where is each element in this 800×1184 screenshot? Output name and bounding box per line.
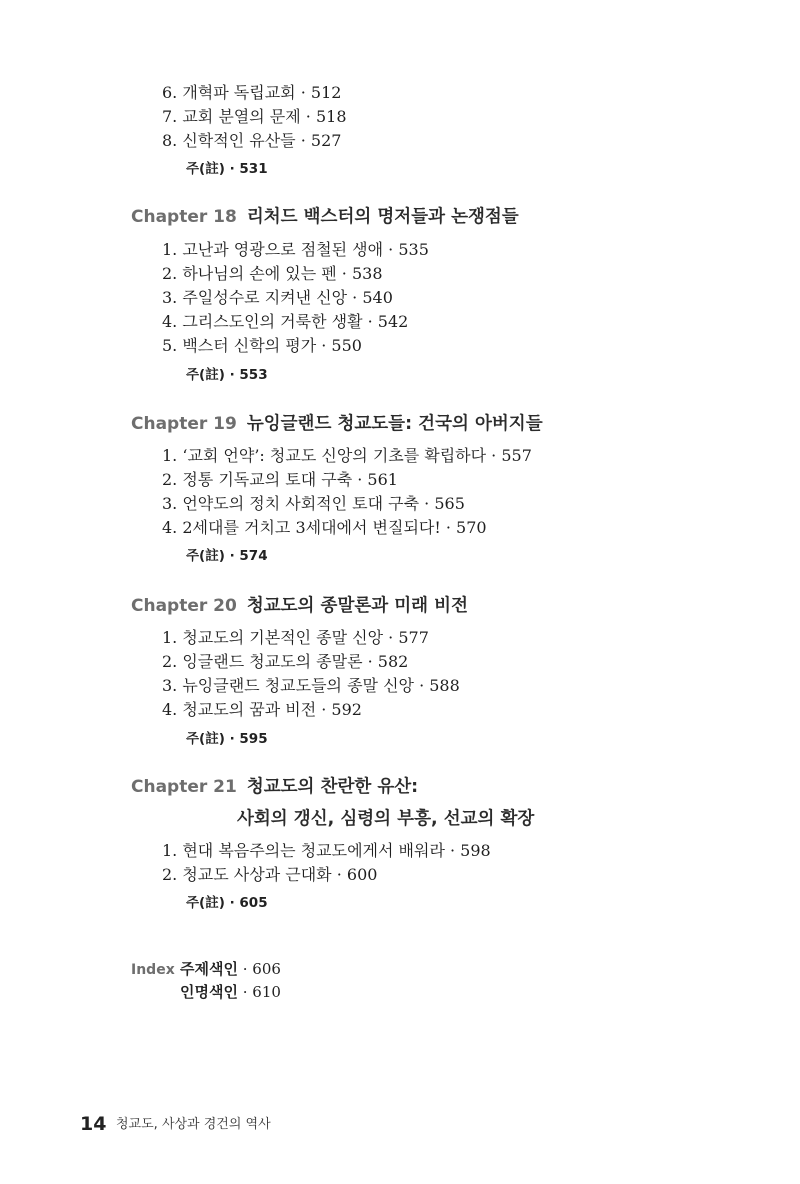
toc-item: 4. 청교도의 꿈과 비전 · 592: [162, 700, 362, 719]
index-entry-page: · 606: [242, 960, 281, 978]
toc-item: 8. 신학적인 유산들 · 527: [162, 131, 342, 150]
index-entry: [180, 958, 281, 980]
running-title: 청교도, 사상과 경건의 역사: [116, 1117, 271, 1132]
index-entry-name: 인명색인: [180, 983, 238, 1001]
chapter-title: 청교도의 종말론과 미래 비전: [246, 596, 468, 616]
index-entry: [180, 981, 281, 1003]
toc-item: 1. 고난과 영광으로 점철된 생애 · 535: [162, 240, 429, 259]
chapter-label: Chapter 20: [131, 596, 237, 616]
chapter-title: 리처드 백스터의 명저들과 논쟁점들: [246, 207, 519, 227]
toc-item: 3. 주일성수로 지켜낸 신앙 · 540: [162, 288, 393, 307]
index-entry-name: 주제색인: [180, 960, 238, 978]
chapter-title: 청교도의 찬란한 유산:: [246, 777, 419, 797]
notes-entry: 주(註) · 595: [186, 731, 268, 747]
index-entry-page: · 610: [242, 983, 281, 1001]
chapter-title: 뉴잉글랜드 청교도들: 건국의 아버지들: [246, 414, 543, 434]
notes-entry: 주(註) · 553: [186, 367, 268, 383]
chapter-heading: [131, 774, 418, 800]
notes-entry: 주(註) · 605: [186, 895, 268, 911]
chapter-subtitle: 사회의 갱신, 심령의 부흥, 선교의 확장: [237, 809, 535, 829]
toc-item: 1. 현대 복음주의는 청교도에게서 배워라 · 598: [162, 841, 491, 860]
toc-item: 2. 청교도 사상과 근대화 · 600: [162, 865, 378, 884]
toc-item: 6. 개혁파 독립교회 · 512: [162, 83, 342, 102]
toc-item: 1. 청교도의 기본적인 종말 신앙 · 577: [162, 628, 429, 647]
toc-item: 2. 하나님의 손에 있는 펜 · 538: [162, 264, 383, 283]
index-label: Index: [131, 962, 175, 978]
chapter-heading: [131, 411, 543, 437]
toc-item: 4. 2세대를 거치고 3세대에서 변질되다! · 570: [162, 518, 487, 537]
chapter-label: Chapter 21: [131, 777, 237, 797]
notes-entry: 주(註) · 531: [186, 161, 268, 177]
toc-item: 2. 정통 기독교의 토대 구축 · 561: [162, 470, 398, 489]
page-number: 14: [80, 1113, 107, 1135]
toc-item: 2. 잉글랜드 청교도의 종말론 · 582: [162, 652, 409, 671]
notes-entry: 주(註) · 574: [186, 548, 268, 564]
toc-item: 3. 언약도의 정치 사회적인 토대 구축 · 565: [162, 494, 465, 513]
toc-item: 4. 그리스도인의 거룩한 생활 · 542: [162, 312, 409, 331]
chapter-heading: [131, 593, 468, 619]
chapter-label: Chapter 19: [131, 414, 237, 434]
toc-item: 5. 백스터 신학의 평가 · 550: [162, 336, 362, 355]
chapter-label: Chapter 18: [131, 207, 237, 227]
toc-item: 7. 교회 분열의 문제 · 518: [162, 107, 347, 126]
chapter-heading: [131, 204, 519, 230]
toc-item: 3. 뉴잉글랜드 청교도들의 종말 신앙 · 588: [162, 676, 460, 695]
toc-item: 1. ‘교회 언약’: 청교도 신앙의 기초를 확립하다 · 557: [162, 446, 532, 465]
